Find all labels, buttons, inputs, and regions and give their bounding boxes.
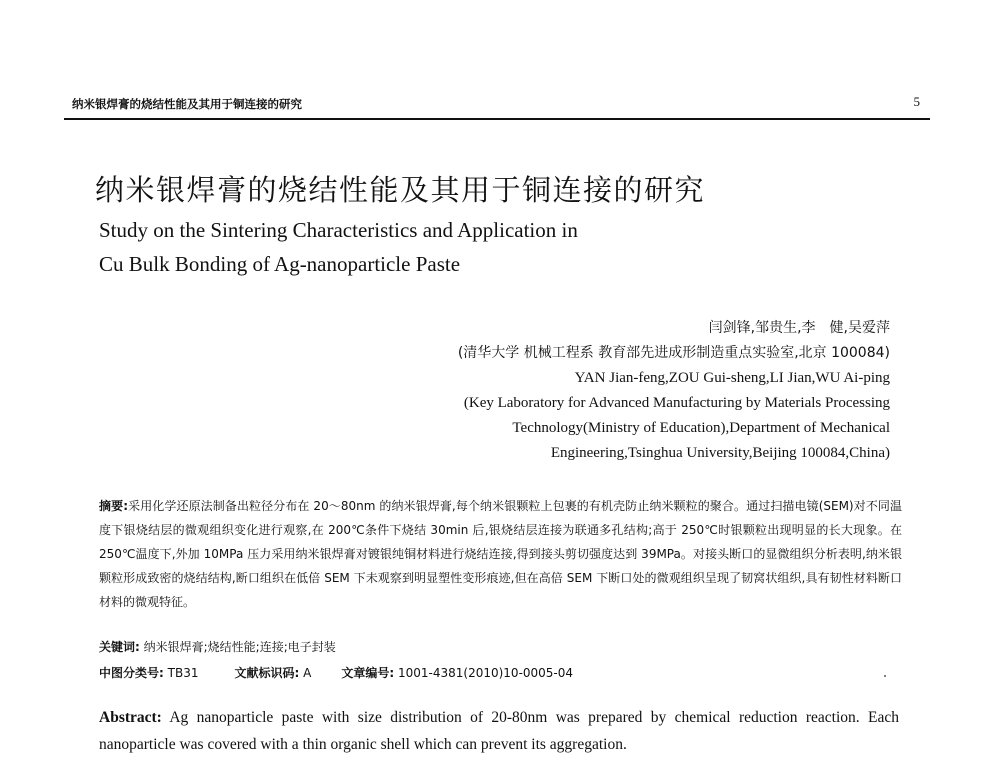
chinese-abstract-label: 摘要: bbox=[99, 499, 128, 513]
english-author-names: YAN Jian-feng,ZOU Gui-sheng,LI Jian,WU Ai-ping bbox=[574, 370, 890, 386]
article-id-value: 1001-4381(2010)10-0005-04 bbox=[397, 666, 574, 680]
english-abstract-label: Abstract: bbox=[99, 709, 162, 726]
english-affiliation-line-1: (Key Laboratory for Advanced Manufacturing by Materials Processing bbox=[463, 395, 890, 411]
scan-speck bbox=[884, 675, 886, 677]
keywords-line bbox=[99, 638, 336, 655]
running-header bbox=[64, 96, 920, 118]
english-abstract-text: Ag nanoparticle paste with size distribution of 20-80nm was prepared by chemical reduction reaction. Each nanoparticle was covered with a thin organic shell which can prevent its aggregation. bbox=[99, 709, 899, 753]
document-code-value: A bbox=[303, 666, 312, 680]
keywords-label: 关键词: bbox=[99, 640, 140, 654]
english-title: Study on the Sintering Characteristics and Application in Cu Bulk Bonding of Ag-nanoparticle Paste bbox=[99, 218, 578, 276]
keywords-text: 纳米银焊膏;烧结性能;连接;电子封装 bbox=[143, 640, 336, 654]
clc-label: 中图分类号: bbox=[99, 666, 164, 680]
english-affiliation-line-2: Technology(Ministry of Education),Department of Mechanical bbox=[512, 420, 890, 436]
english-abstract bbox=[99, 704, 899, 758]
chinese-title: 纳米银焊膏的烧结性能及其用于铜连接的研究 bbox=[95, 173, 706, 207]
english-affiliation-line-3: Engineering,Tsinghua University,Beijing 100084,China) bbox=[550, 445, 890, 461]
article-id-label: 文章编号: bbox=[341, 666, 395, 680]
running-header-title: 纳米银焊膏的烧结性能及其用于铜连接的研究 bbox=[72, 97, 302, 111]
chinese-affiliation: (清华大学 机械工程系 教育部先进成形制造重点实验室,北京 100084) bbox=[457, 345, 890, 361]
author-block bbox=[110, 316, 890, 466]
clc-value: TB31 bbox=[167, 666, 199, 680]
chinese-author-names: 闫剑锋,邹贵生,李 健,吴爱萍 bbox=[708, 320, 890, 336]
classification-line bbox=[99, 664, 573, 681]
chinese-abstract bbox=[99, 494, 902, 614]
document-code-label: 文献标识码: bbox=[234, 666, 300, 680]
header-rule bbox=[64, 118, 930, 120]
chinese-abstract-text: 采用化学还原法制备出粒径分布在 20～80nm 的纳米银焊膏,每个纳米银颗粒上包裹的有机壳防止纳米颗粒的聚合。通过扫描电镜(SEM)对不同温度下银烧结层的微观组织变化进行观察,在 200℃条件下烧结 30min 后,银烧结层连接为联通多孔结构;高于 250℃时银颗粒出现明显的长大现象。在 250℃温度下,外加 10MPa 压力采用纳米银焊膏对镀银纯铜材料进行烧结连接,得到接头剪切强度达到 39MPa。对接头断口的显微组织分析表明,纳米银颗粒形成致密的烧结结构,断口组织在低倍 SEM 下未观察到明显塑性变形痕迹,但在高倍 SEM 下断口处的微观组织呈现了韧窝状组织,具有韧性材料断口材料的微观特征。 bbox=[99, 499, 902, 609]
page-number: 5 bbox=[913, 94, 920, 109]
